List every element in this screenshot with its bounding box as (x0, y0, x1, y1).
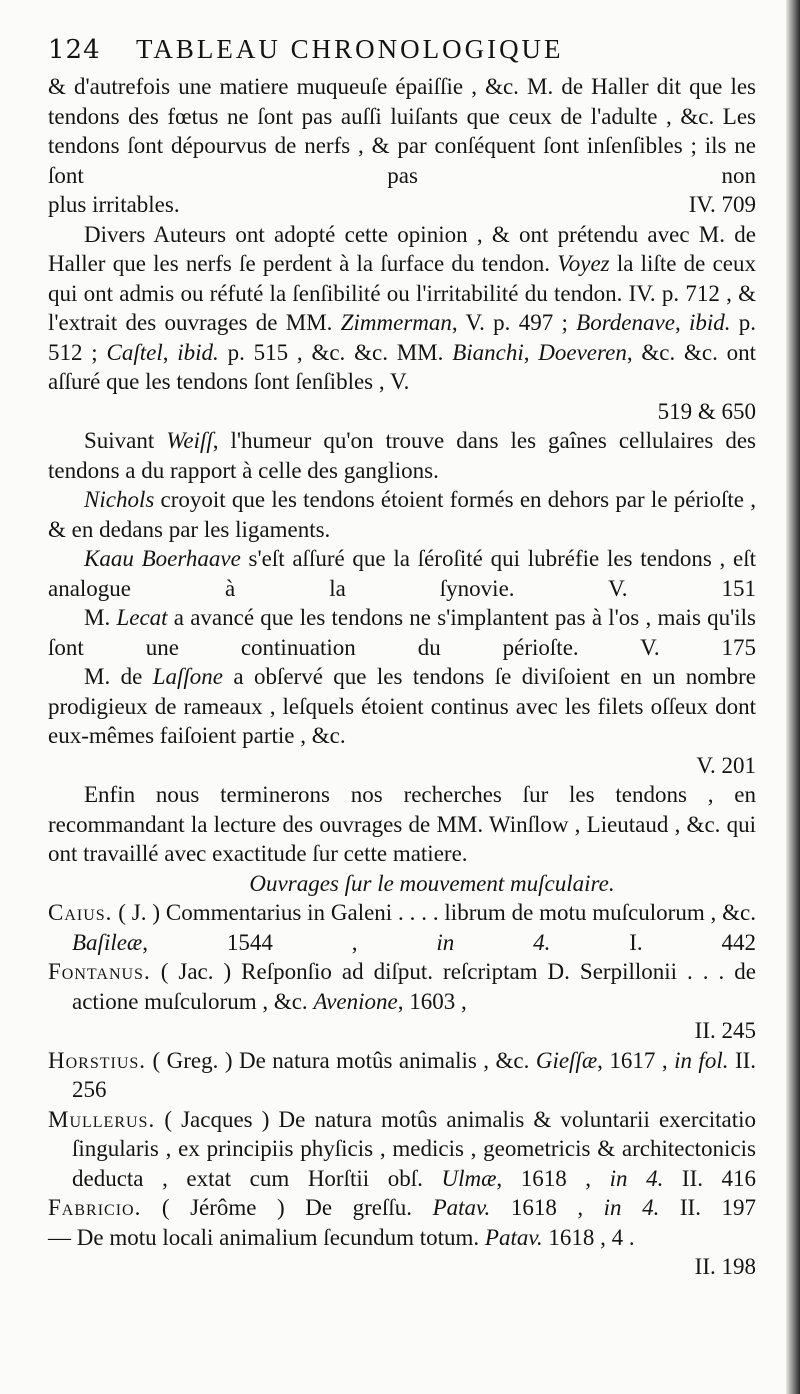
volume-reference: II. 416 (681, 1165, 757, 1191)
page-edge (786, 0, 800, 1394)
paragraph-8 (48, 780, 756, 869)
author-name: Weiſſ (166, 428, 213, 453)
volume-reference: II. 256 (72, 1047, 757, 1102)
paragraph-text: a obſervé que les tendons ſe diviſoient en un nombre prodigieux de rameaux , leſquels étoient continus avec les filets oſſeux dont eux-mêmes faiſoient partie , &c. (48, 664, 756, 748)
paragraph-text: p. 515 , &c. &c. MM. (227, 339, 444, 365)
paragraph-text: Divers Auteurs ont adopté cette opinion , & ont prétendu avec M. de Haller que les nerfs ſe perdent à la ſurface du tendon. (48, 221, 756, 276)
book-page (48, 34, 756, 1282)
paragraph-text: s'eſt aſſuré que la ſéroſité qui lubréfie les tendons , eſt analogue à la ſynovie. (48, 546, 756, 601)
entry-place: Avenione (313, 988, 398, 1014)
entry-format: in 4. (436, 929, 551, 955)
text-line: plus irritables. (48, 192, 180, 217)
paragraph-text: , &c. &c. ont aſſuré que les tendons ſont ſenſibles , V. (48, 339, 757, 394)
bibliography-entry (48, 1046, 756, 1105)
paragraph-text: , (674, 310, 681, 335)
paragraph-text: a avancé que les tendons ne s'implantent pas à l'os , mais qu'ils ſont une continuation du périoſte. (48, 605, 757, 660)
entry-author: Mullerus. (48, 1106, 156, 1132)
author-name: Doeveren (538, 339, 627, 365)
volume-reference: II. 198 (694, 1254, 756, 1279)
author-name: Lecat (116, 605, 168, 630)
paragraph-2 (48, 220, 756, 397)
volume-reference: V. 175 (640, 634, 756, 660)
bibliography-entry (48, 1105, 756, 1194)
entry-text: ( Greg. ) De natura motûs animalis , &c. (152, 1047, 530, 1073)
paragraph-text: la liſte de ceux qui ont admis ou réfuté la ſenſibilité ou l'irritabilité du tendon. IV. p. 712 , & l'extrait des ouvrages de MM. (48, 251, 757, 335)
entry-text: ( Jérôme ) De greſſu. (161, 1195, 413, 1220)
paragraph-text: p. 512 ; (48, 310, 757, 365)
page-header (48, 34, 756, 72)
entry-format: in fol. (674, 1047, 729, 1073)
running-title: TABLEAU CHRONOLOGIQUE (136, 34, 564, 64)
paragraph-text: , (162, 339, 169, 365)
entry-text: , 1618 , (496, 1165, 592, 1191)
author-name: Kaau Boerhaave (84, 546, 241, 571)
volume-reference: II. 197 (679, 1195, 757, 1220)
entry-text: , 1603 , (397, 988, 467, 1014)
entry-format: in 4. (609, 1165, 664, 1191)
entry-author: Fontanus. (48, 959, 151, 984)
body-text (48, 72, 756, 1282)
paragraph-text: Enfin nous terminerons nos recherches ſur les tendons , en recommandant la lecture des ouvrages de MM. Winſlow , Lieutaud , &c. qui ont travaillé avec exactitude ſur cette matiere. (48, 782, 756, 866)
entry-place: Patav. (484, 1224, 543, 1250)
bibliography-entry (48, 1223, 756, 1253)
text-line: & d'autrefois une matiere muqueuſe épaiſſie , &c. M. de (48, 74, 584, 99)
paragraph-text: , (523, 339, 530, 365)
author-name: Zimmerman (340, 310, 452, 335)
entry-text: 1618 , (510, 1195, 584, 1220)
volume-reference: V. 151 (608, 575, 756, 601)
paragraph-text: Suivant (84, 428, 155, 453)
paragraph-1-last-line (48, 190, 756, 220)
paragraph-5 (48, 544, 756, 603)
entry-text: ( Jacques ) De natura motûs animalis & voluntarii exercitatio ſingularis , ex principiis phyſicis , medicis , geometricis & architectonicis deducta , extat cum Horſtii obſ. (72, 1106, 757, 1191)
paragraph-7 (48, 662, 756, 751)
volume-reference: I. 442 (629, 929, 756, 955)
entry-text: , 1617 , (597, 1047, 668, 1073)
entry-text: ( J. ) Commentarius in Galeni . . . . librum de motu muſculorum , &c. (118, 900, 757, 925)
paragraph-4 (48, 485, 756, 544)
paragraph-text: M. de (84, 664, 143, 689)
author-name: Caſtel (106, 339, 163, 365)
entry-text: , 1544 , (142, 929, 358, 955)
volume-reference: 519 & 650 (657, 398, 756, 424)
author-name: Laſſone (152, 664, 223, 689)
entry-text: 1618 , 4 . (548, 1224, 635, 1250)
section-title: Ouvrages ſur le mouvement muſculaire. (249, 870, 615, 896)
entry-place: Ulmæ (441, 1165, 497, 1191)
author-name: Bianchi (452, 339, 524, 365)
entry-author: Caius. (48, 900, 113, 925)
author-name: Bordenave (576, 310, 675, 335)
volume-reference: V. 201 (696, 752, 756, 778)
entry-author: — (48, 1224, 71, 1250)
ibid-italic: ibid. (177, 339, 219, 365)
ibid-italic: ibid. (688, 310, 731, 335)
bibliography-entry (48, 1193, 756, 1223)
page-number: 124 (48, 35, 101, 65)
paragraph-1 (48, 72, 756, 190)
voyez-italic: Voyez (557, 251, 610, 276)
paragraph-6 (48, 603, 756, 662)
entry-place: Baſileæ (72, 929, 143, 955)
bibliography-entry (48, 898, 756, 957)
bibliography-entry (48, 957, 756, 1016)
author-name: Nichols (84, 487, 155, 512)
volume-reference: IV. 709 (688, 192, 756, 217)
entry-place: Patav. (432, 1195, 491, 1220)
text-line: Haller dit que les tendons des fœtus ne ſont pas auſſi luiſants (48, 74, 756, 129)
entry-author: Fabricio. (48, 1195, 142, 1220)
text-line: que ceux de l'adulte , &c. Les tendons ſont dépourvus de (48, 103, 756, 158)
entry-text: De motu locali animalium ſecundum totum. (76, 1224, 480, 1250)
paragraph-text: , V. p. 497 ; (451, 310, 568, 335)
entry-text: ( Jac. ) Reſponſio ad diſput. reſcriptam D. Serpillonii . . . de actione muſculorum , &c. (72, 959, 757, 1014)
paragraph-text: , l'humeur qu'on trouve dans les gaînes cellulaires des tendons a du rapport à celle des ganglions. (48, 428, 757, 483)
entry-place: Gieſſæ (535, 1047, 598, 1073)
entry-author: Horstius. (48, 1047, 147, 1073)
paragraph-text: M. (84, 605, 111, 630)
volume-reference: II. 245 (694, 1018, 756, 1043)
paragraph-3 (48, 426, 756, 485)
entry-format: in 4. (603, 1195, 660, 1220)
paragraph-text: croyoit que les tendons étoient formés en dehors par le périoſte , & en dedans par les ligaments. (48, 487, 756, 542)
text-line: nerfs , & par conſéquent ſont inſenſibles ; ils ne ſont pas non (48, 133, 757, 188)
